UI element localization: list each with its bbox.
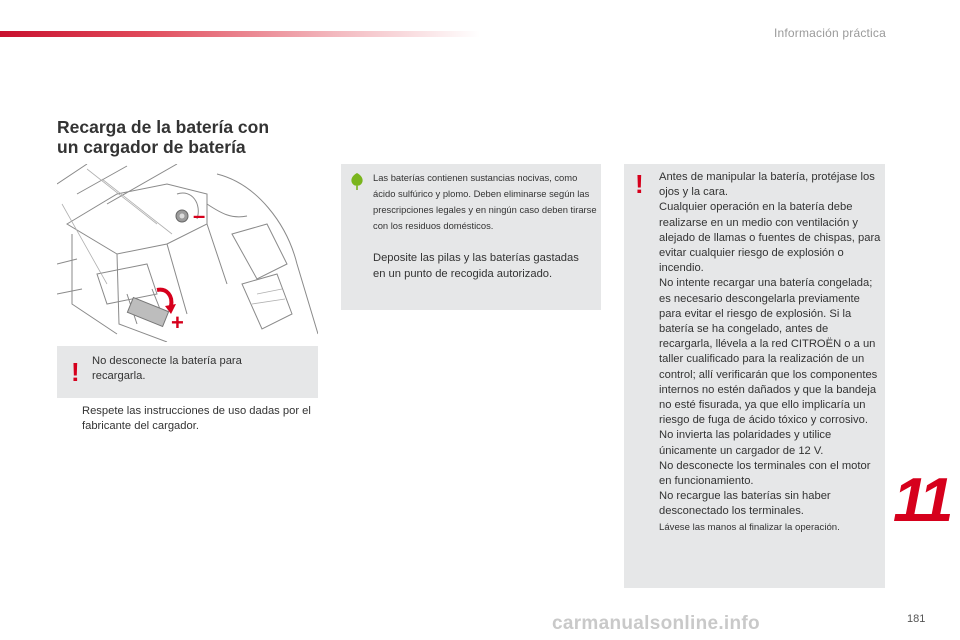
warning-exclamation-icon: ! — [635, 169, 644, 199]
page-number: 181 — [907, 613, 926, 625]
safety-instructions — [659, 170, 881, 535]
chapter-number: 11 — [893, 466, 950, 535]
warning-box-safety — [624, 164, 885, 588]
open-cover-arrow — [157, 290, 171, 306]
safety-paragraph: Antes de manipular la batería, protéjase los ojos y la cara. — [659, 171, 875, 199]
safety-paragraph: No recargue las baterías sin haber desconectado los terminales. — [659, 490, 831, 518]
environment-disposal-text: Deposite las pilas y las baterías gastadas en un punto de recogida autorizado. — [373, 252, 579, 280]
safety-paragraph: No invierta las polaridades y utilice únicamente un cargador de 12 V. — [659, 429, 832, 457]
leaf-icon — [349, 173, 365, 190]
environment-note-box — [341, 164, 601, 310]
warning-box-disconnect — [57, 346, 318, 398]
page-title — [57, 117, 337, 157]
safety-paragraph: Lávese las manos al finalizar la operación. — [659, 521, 840, 533]
environment-warning-text: Las baterías contienen sustancias nocivas, como ácido sulfúrico y plomo. Deben eliminarse según las prescripciones legales y en ningún caso deben tirarse con los residuos domésticos. — [373, 172, 597, 231]
battery-illustration — [57, 164, 318, 342]
instruction-text: Respete las instrucciones de uso dadas por el fabricante del cargador. — [82, 405, 311, 432]
watermark: carmanualsonline.info — [552, 613, 760, 634]
plus-symbol: + — [171, 310, 184, 335]
safety-paragraph: No intente recargar una batería congelada; es necesario descongelarla previamente para evitar el riesgo de explosión. Si la batería se ha congelado, antes de recargarla, llévela a la red CITROËN o a un taller cualificado para la realización de un control; allí verificarán que los componentes internos no estén dañados y que la bandeja no esté fisurada, ya que ello implicaría un riesgo de fuga de ácido tóxico y corrosivo. — [659, 277, 878, 427]
engine-bay-drawing — [57, 164, 318, 342]
warning-exclamation-icon: ! — [71, 357, 80, 387]
warning-text: No desconecte la batería para recargarla. — [92, 355, 242, 382]
page-title-line-1: Recarga de la batería con — [57, 117, 270, 137]
header-accent-bar — [0, 31, 480, 37]
safety-paragraph: No desconecte los terminales con el motor en funcionamiento. — [659, 459, 871, 488]
safety-paragraph: Cualquier operación en la batería debe realizarse en un medio con ventilación y alejado de llamas o fuentes de chispas, para evitar cualquier riesgo de explosión o incendio. — [659, 201, 881, 275]
section-title: Información práctica — [773, 26, 886, 40]
minus-symbol: – — [193, 203, 206, 228]
page-title-line-2: un cargador de batería — [57, 137, 246, 157]
positive-terminal-cover — [127, 297, 168, 326]
